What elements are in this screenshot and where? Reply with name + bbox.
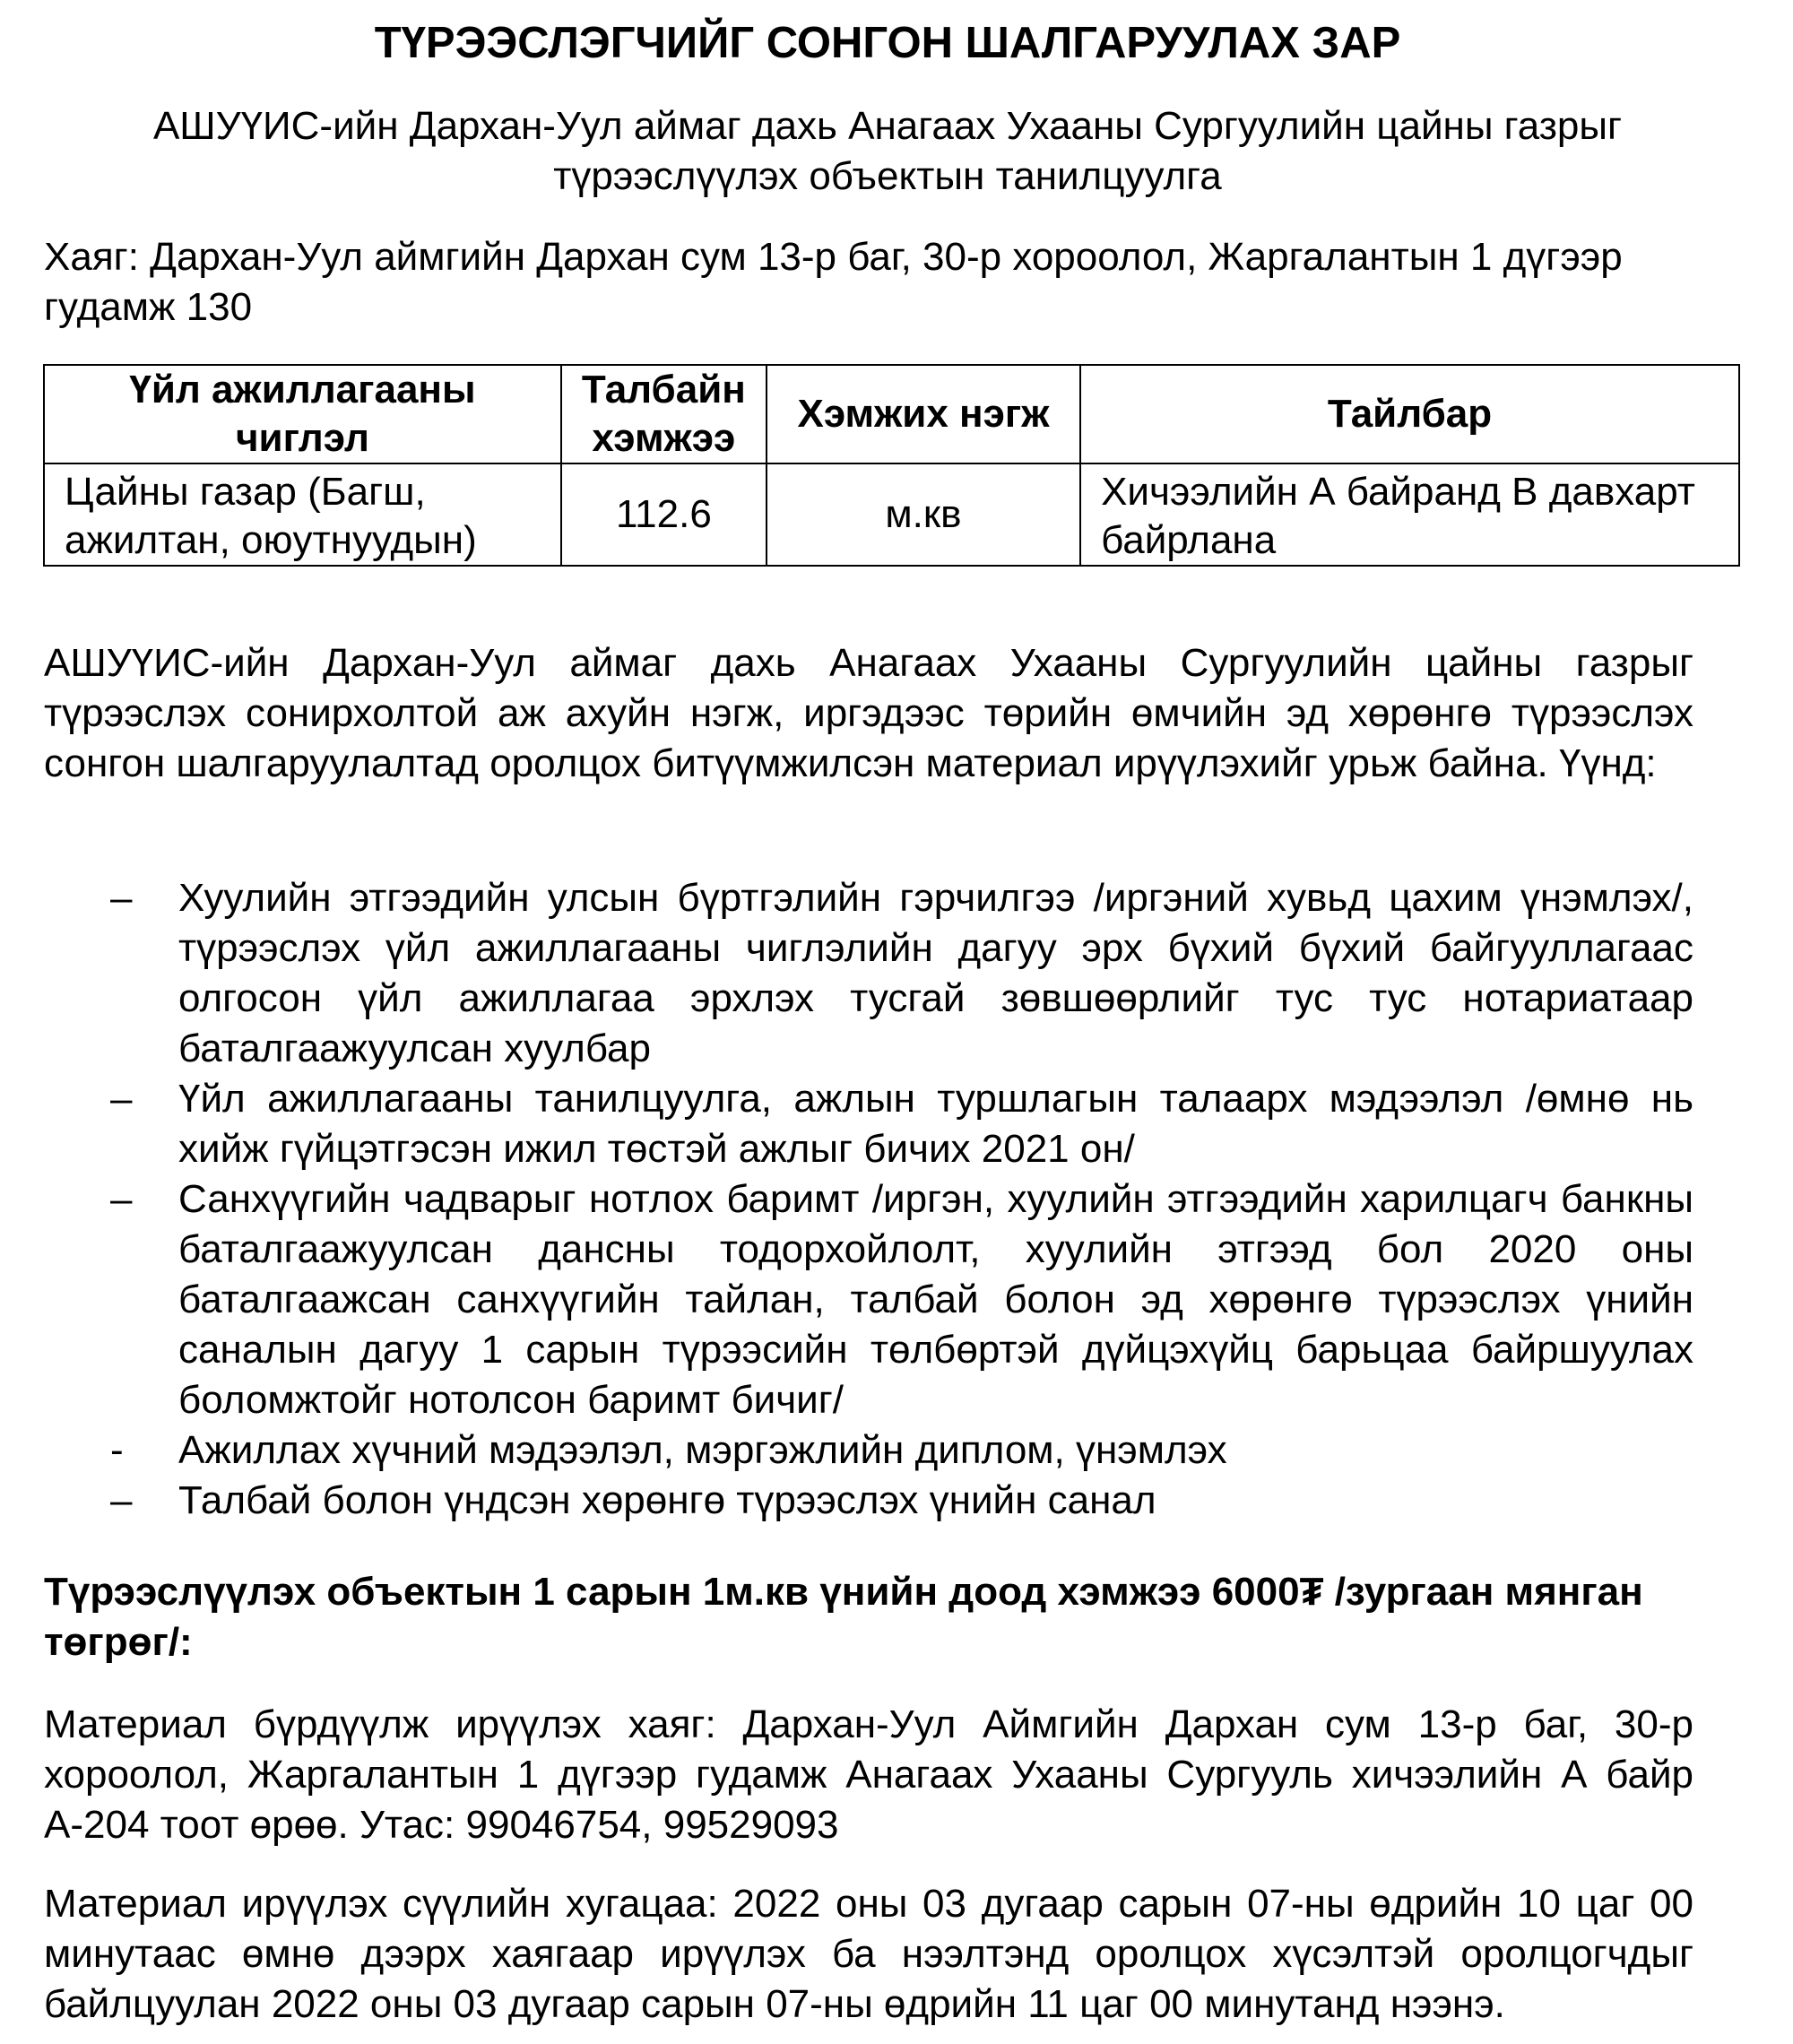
table-header-area: Талбайн хэмжээ (561, 365, 767, 463)
list-item (44, 873, 1693, 1074)
minimum-price-note: Түрээслүүлэх объектын 1 сарын 1м.кв үнийн доод хэмжээ 6000₮ /зургаан мянган төгрөг/: (44, 1570, 1643, 1664)
table-header-unit: Хэмжих нэгж (767, 365, 1080, 463)
list-bullet: – (110, 876, 133, 920)
table-cell-activity: Цайны газар (Багш, ажилтан, оюутнуудын) (44, 463, 561, 566)
list-item (44, 1476, 1693, 1526)
document-subtitle (0, 101, 1775, 202)
table-header-row (44, 365, 1739, 463)
table-header-description: Тайлбар (1080, 365, 1739, 463)
table-cell-unit: м.кв (767, 463, 1080, 566)
list-item-text: Үйл ажиллагааны танилцуулга, ажлын туршлагын талаарх мэдээлэл /өмнө нь хийж гүйцэтгэсэн ижил төстэй ажлыг бичих 2021 он/ (178, 1077, 1693, 1171)
list-item (44, 1174, 1693, 1425)
subtitle-line-1: АШУҮИС-ийн Дархан-Уул аймаг дахь Анагаах Ухааны Сургуулийн цайны газрыг (152, 104, 1623, 148)
submission-deadline: Материал ирүүлэх сүүлийн хугацаа: 2022 оны 03 дугаар сарын 07-ны өдрийн 10 цаг 00 минутаас өмнө дээрх хаягаар ирүүлэх ба нээлтэнд оролцох хүсэлтэй оролцогчдыг байлцуулан 2022 оны 03 дугаар сарын 07-ны өдрийн 11 цаг 00 минутанд нээнэ. (44, 1882, 1693, 2026)
list-item (44, 1074, 1693, 1174)
object-address: Хаяг: Дархан-Уул аймгийн Дархан сум 13-р баг, 30-р хороолол, Жаргалантын 1 дүгээр гудамж 130 (44, 235, 1623, 329)
table-header-activity: Үйл ажиллагааны чиглэл (44, 365, 561, 463)
list-bullet: - (110, 1428, 124, 1472)
subtitle-line-2: түрээслүүлэх объектын танилцуулга (553, 154, 1222, 198)
requirements-list (44, 873, 1693, 1526)
list-bullet: – (110, 1077, 133, 1121)
table-cell-area: 112.6 (561, 463, 767, 566)
list-bullet: – (110, 1478, 133, 1522)
list-item-text: Талбай болон үндсэн хөрөнгө түрээслэх үнийн санал (178, 1478, 1156, 1522)
intro-paragraph: АШУҮИС-ийн Дархан-Уул аймаг дахь Анагаах Ухааны Сургуулийн цайны газрыг түрээслэх сонирхолтой аж ахуйн нэгж, иргэдээс төрийн өмчийн эд хөрөнгө түрээслэх сонгон шалгаруулалтад оролцох битүүмжилсэн материал ирүүлэхийг урьж байна. Үүнд: (44, 641, 1693, 785)
list-item-text: Хуулийн этгээдийн улсын бүртгэлийн гэрчилгээ /иргэний хувьд цахим үнэмлэх/, түрээслэх үйл ажиллагааны чиглэлийн дагуу эрх бүхий бүхий байгууллагаас олгосон үйл ажиллагаа эрхлэх тусгай зөвшөөрлийг тус тус нотариатаар баталгаажуулсан хуулбар (178, 876, 1693, 1070)
table-row (44, 463, 1739, 566)
delivery-address: Материал бүрдүүлж ирүүлэх хаяг: Дархан-Уул Аймгийн Дархан сум 13-р баг, 30-р хороолол, Жаргалантын 1 дүгээр гудамж Анагаах Ухааны Сургууль хичээлийн А байр А-204 тоот өрөө. Утас: 99046754, 99529093 (44, 1702, 1693, 1847)
list-item-text: Санхүүгийн чадварыг нотлох баримт /иргэн, хуулийн этгээдийн харилцагч банкны баталгаажуулсан дансны тодорхойлолт, хуулийн этгээд бол 2020 оны баталгаажсан санхүүгийн тайлан, талбай болон эд хөрөнгө түрээслэх үнийн саналын дагуу 1 сарын түрээсийн төлбөртэй дүйцэхүйц барьцаа байршуулах боломжтойг нотолсон баримт бичиг/ (178, 1177, 1693, 1422)
list-item-text: Ажиллах хүчний мэдээлэл, мэргэжлийн диплом, үнэмлэх (178, 1428, 1227, 1472)
table-cell-description: Хичээлийн А байранд В давхарт байрлана (1080, 463, 1739, 566)
list-bullet: – (110, 1177, 133, 1221)
object-table (43, 364, 1740, 567)
list-item (44, 1425, 1693, 1476)
document-title: ТҮРЭЭСЛЭГЧИЙГ СОНГОН ШАЛГАРУУЛАХ ЗАР (374, 19, 1401, 67)
